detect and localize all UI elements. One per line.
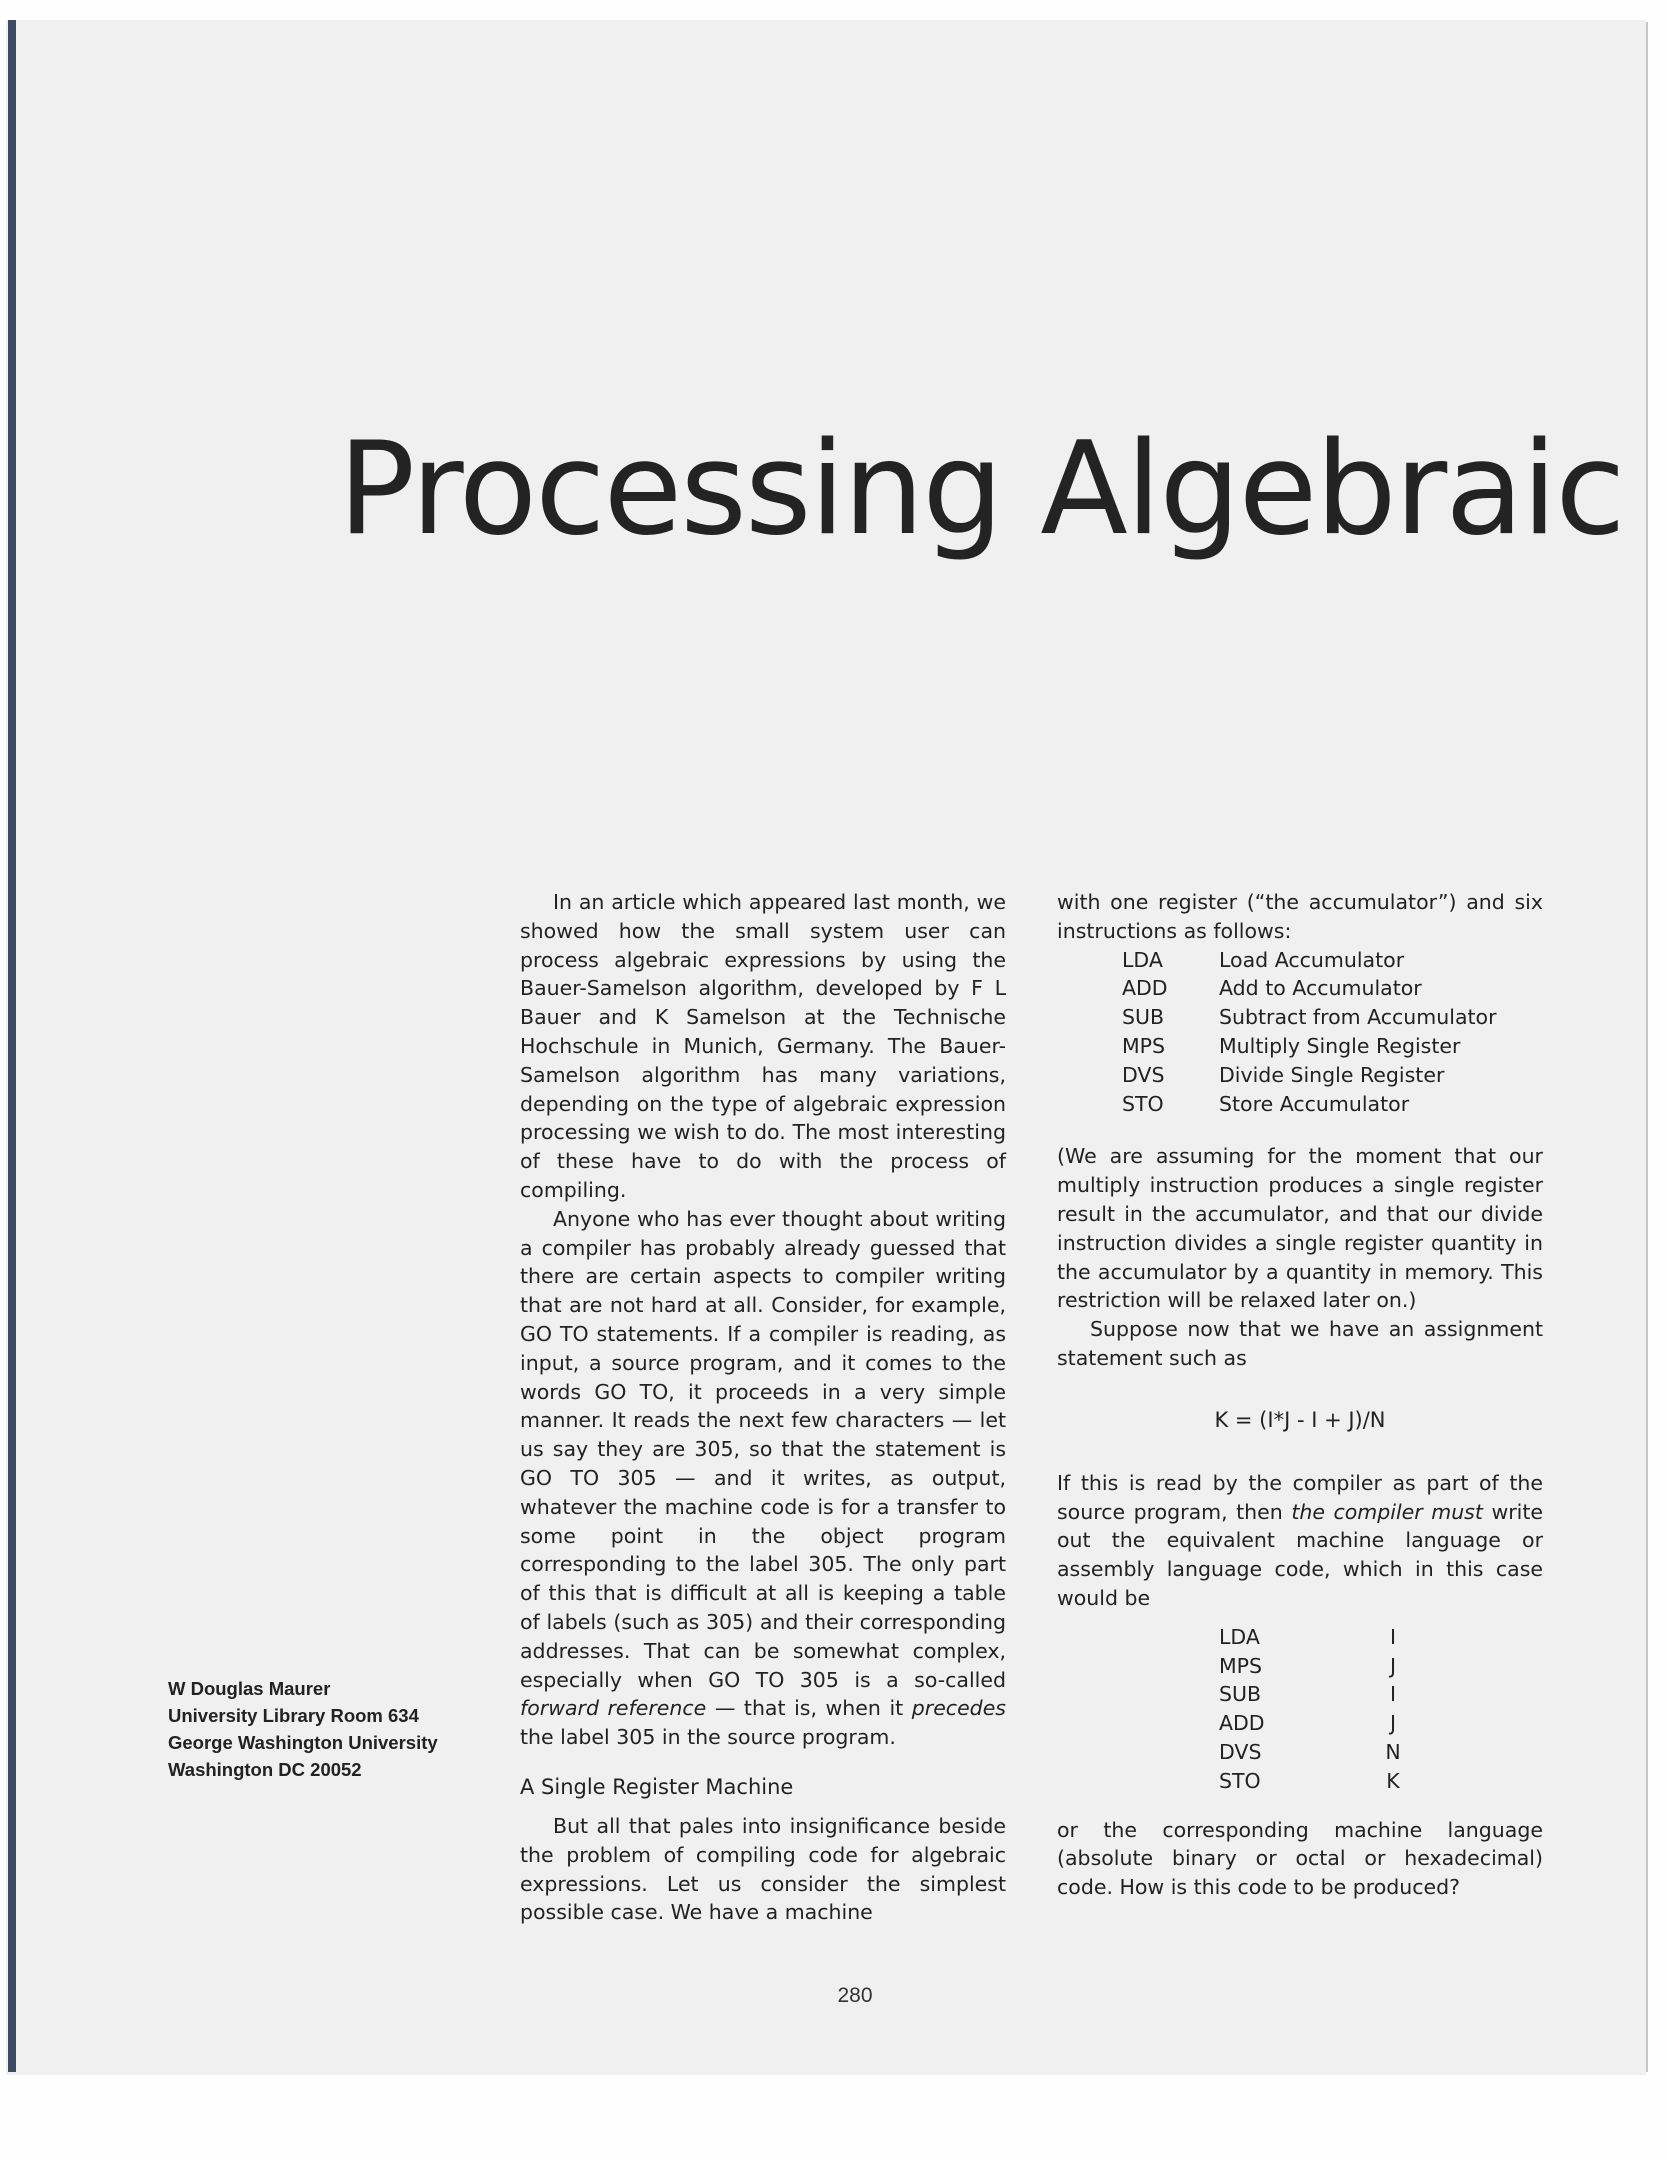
instruction-mnemonic: DVS <box>1122 1062 1165 1087</box>
code-opcode: STO <box>1219 1768 1261 1793</box>
paragraph-text: Anyone who has ever thought about writing a compiler has probably already guessed that there are certain aspects to compiler writing that are not hard at all. Consider, for example, GO TO statements. If a compiler is reading, as input, a source program, and it comes to the words GO TO, it proceeds in a very simple manner. It reads the next few characters — let us say they are 305, so that the statement is GO TO 305 — and it writes, as output, whatever the machine code is for a transfer to some point in the object program corresponding to the label 305. The only part of this that is difficult at all is keeping a table of labels (such as 305) and their corresponding addresses. That can be somewhat complex, especially when GO TO 305 is a so-called <box>520 1206 1006 1692</box>
emphasis-text: forward reference <box>520 1696 707 1721</box>
author-address-line: University Library Room 634 <box>168 1705 419 1726</box>
code-opcode: DVS <box>1219 1739 1262 1764</box>
paragraph <box>1057 1469 1543 1613</box>
paragraph: or the corresponding machine language (absolute binary or octal or hexadecimal) code. How is this code to be produced? <box>1057 1817 1543 1900</box>
instruction-row <box>1122 974 1497 1003</box>
code-operand: I <box>1389 1682 1397 1707</box>
paragraph-text: the label 305 in the source program. <box>520 1725 896 1750</box>
emphasis-text: the compiler must <box>1291 1499 1483 1524</box>
paragraph-text: If this is read by the compiler as part of the source program, then <box>1057 1470 1543 1524</box>
paragraph: with one register (“the accumulator”) and six instructions as follows: <box>1057 890 1543 943</box>
text-column-left <box>520 888 1006 1927</box>
paragraph-text: — that is, when it <box>706 1696 904 1721</box>
code-opcode: LDA <box>1219 1624 1260 1649</box>
code-row <box>1219 1767 1401 1796</box>
instruction-mnemonic: ADD <box>1122 976 1168 1001</box>
author-address-line: Washington DC 20052 <box>168 1759 362 1780</box>
paragraph <box>520 1205 1006 1752</box>
code-row <box>1219 1623 1401 1652</box>
assembly-code-listing <box>1219 1623 1401 1796</box>
paragraph: Suppose now that we have an assignment statement such as <box>1057 1317 1543 1370</box>
instruction-description: Divide Single Register <box>1219 1062 1445 1087</box>
page-number: 280 <box>837 1984 873 2007</box>
instruction-description: Add to Accumulator <box>1219 976 1422 1001</box>
article-title: Processing Algebraic <box>338 415 1624 564</box>
instruction-description: Subtract from Accumulator <box>1219 1005 1497 1030</box>
instruction-row <box>1122 1061 1497 1090</box>
code-operand: N <box>1385 1739 1401 1764</box>
paragraph: But all that pales into insignificance beside the problem of compiling code for algebraic expressions. Let us consider the simplest possible case. We have a machine <box>520 1813 1006 1925</box>
assignment-formula: K = (I*J - I + J)/N <box>1214 1407 1386 1432</box>
author-block <box>168 1675 498 1783</box>
code-row <box>1219 1738 1401 1767</box>
instruction-mnemonic: LDA <box>1122 947 1163 972</box>
page-right-edge <box>1646 22 1648 2072</box>
instruction-description: Store Accumulator <box>1219 1091 1410 1116</box>
binding-edge-bar <box>8 20 16 2072</box>
code-operand: J <box>1389 1653 1397 1678</box>
instruction-row <box>1122 1032 1497 1061</box>
instruction-table <box>1122 946 1497 1119</box>
instruction-row <box>1122 1003 1497 1032</box>
author-name: W Douglas Maurer <box>168 1678 331 1699</box>
code-operand: I <box>1389 1624 1397 1649</box>
instruction-description: Multiply Single Register <box>1219 1033 1461 1058</box>
emphasis-text: precedes <box>911 1696 1006 1721</box>
code-row <box>1219 1652 1401 1681</box>
code-operand: J <box>1389 1711 1397 1736</box>
paragraph: (We are assuming for the moment that our multiply instruction produces a single register result in the accumulator, and that our divide instruction divides a single register quantity in the accumulator by a quantity in memory. This restriction will be relaxed later on.) <box>1057 1144 1543 1313</box>
instruction-mnemonic: SUB <box>1122 1005 1165 1030</box>
code-row <box>1219 1709 1401 1738</box>
instruction-row <box>1122 946 1497 975</box>
code-opcode: ADD <box>1219 1711 1265 1736</box>
section-heading: A Single Register Machine <box>520 1774 794 1799</box>
code-operand: K <box>1386 1768 1400 1793</box>
instruction-mnemonic: MPS <box>1122 1033 1166 1058</box>
code-opcode: SUB <box>1219 1682 1262 1707</box>
instruction-mnemonic: STO <box>1122 1091 1164 1116</box>
instruction-row <box>1122 1090 1497 1119</box>
code-opcode: MPS <box>1219 1653 1263 1678</box>
instruction-description: Load Accumulator <box>1219 947 1405 972</box>
text-column-right <box>1057 888 1543 1902</box>
code-row <box>1219 1680 1401 1709</box>
paragraph-text: write out the equivalent machine language or assembly language code, which in this case would be <box>1057 1499 1543 1610</box>
author-address-line: George Washington University <box>168 1732 438 1753</box>
paragraph: In an article which appeared last month, we showed how the small system user can process algebraic expressions by using the Bauer-Samelson algorithm, developed by F L Bauer and K Samelson at the Technische Hochschule in Munich, Germany. The Bauer-Samelson algorithm has many variations, depending on the type of algebraic expression processing we wish to do. The most interesting of these have to do with the process of compiling. <box>520 890 1006 1202</box>
